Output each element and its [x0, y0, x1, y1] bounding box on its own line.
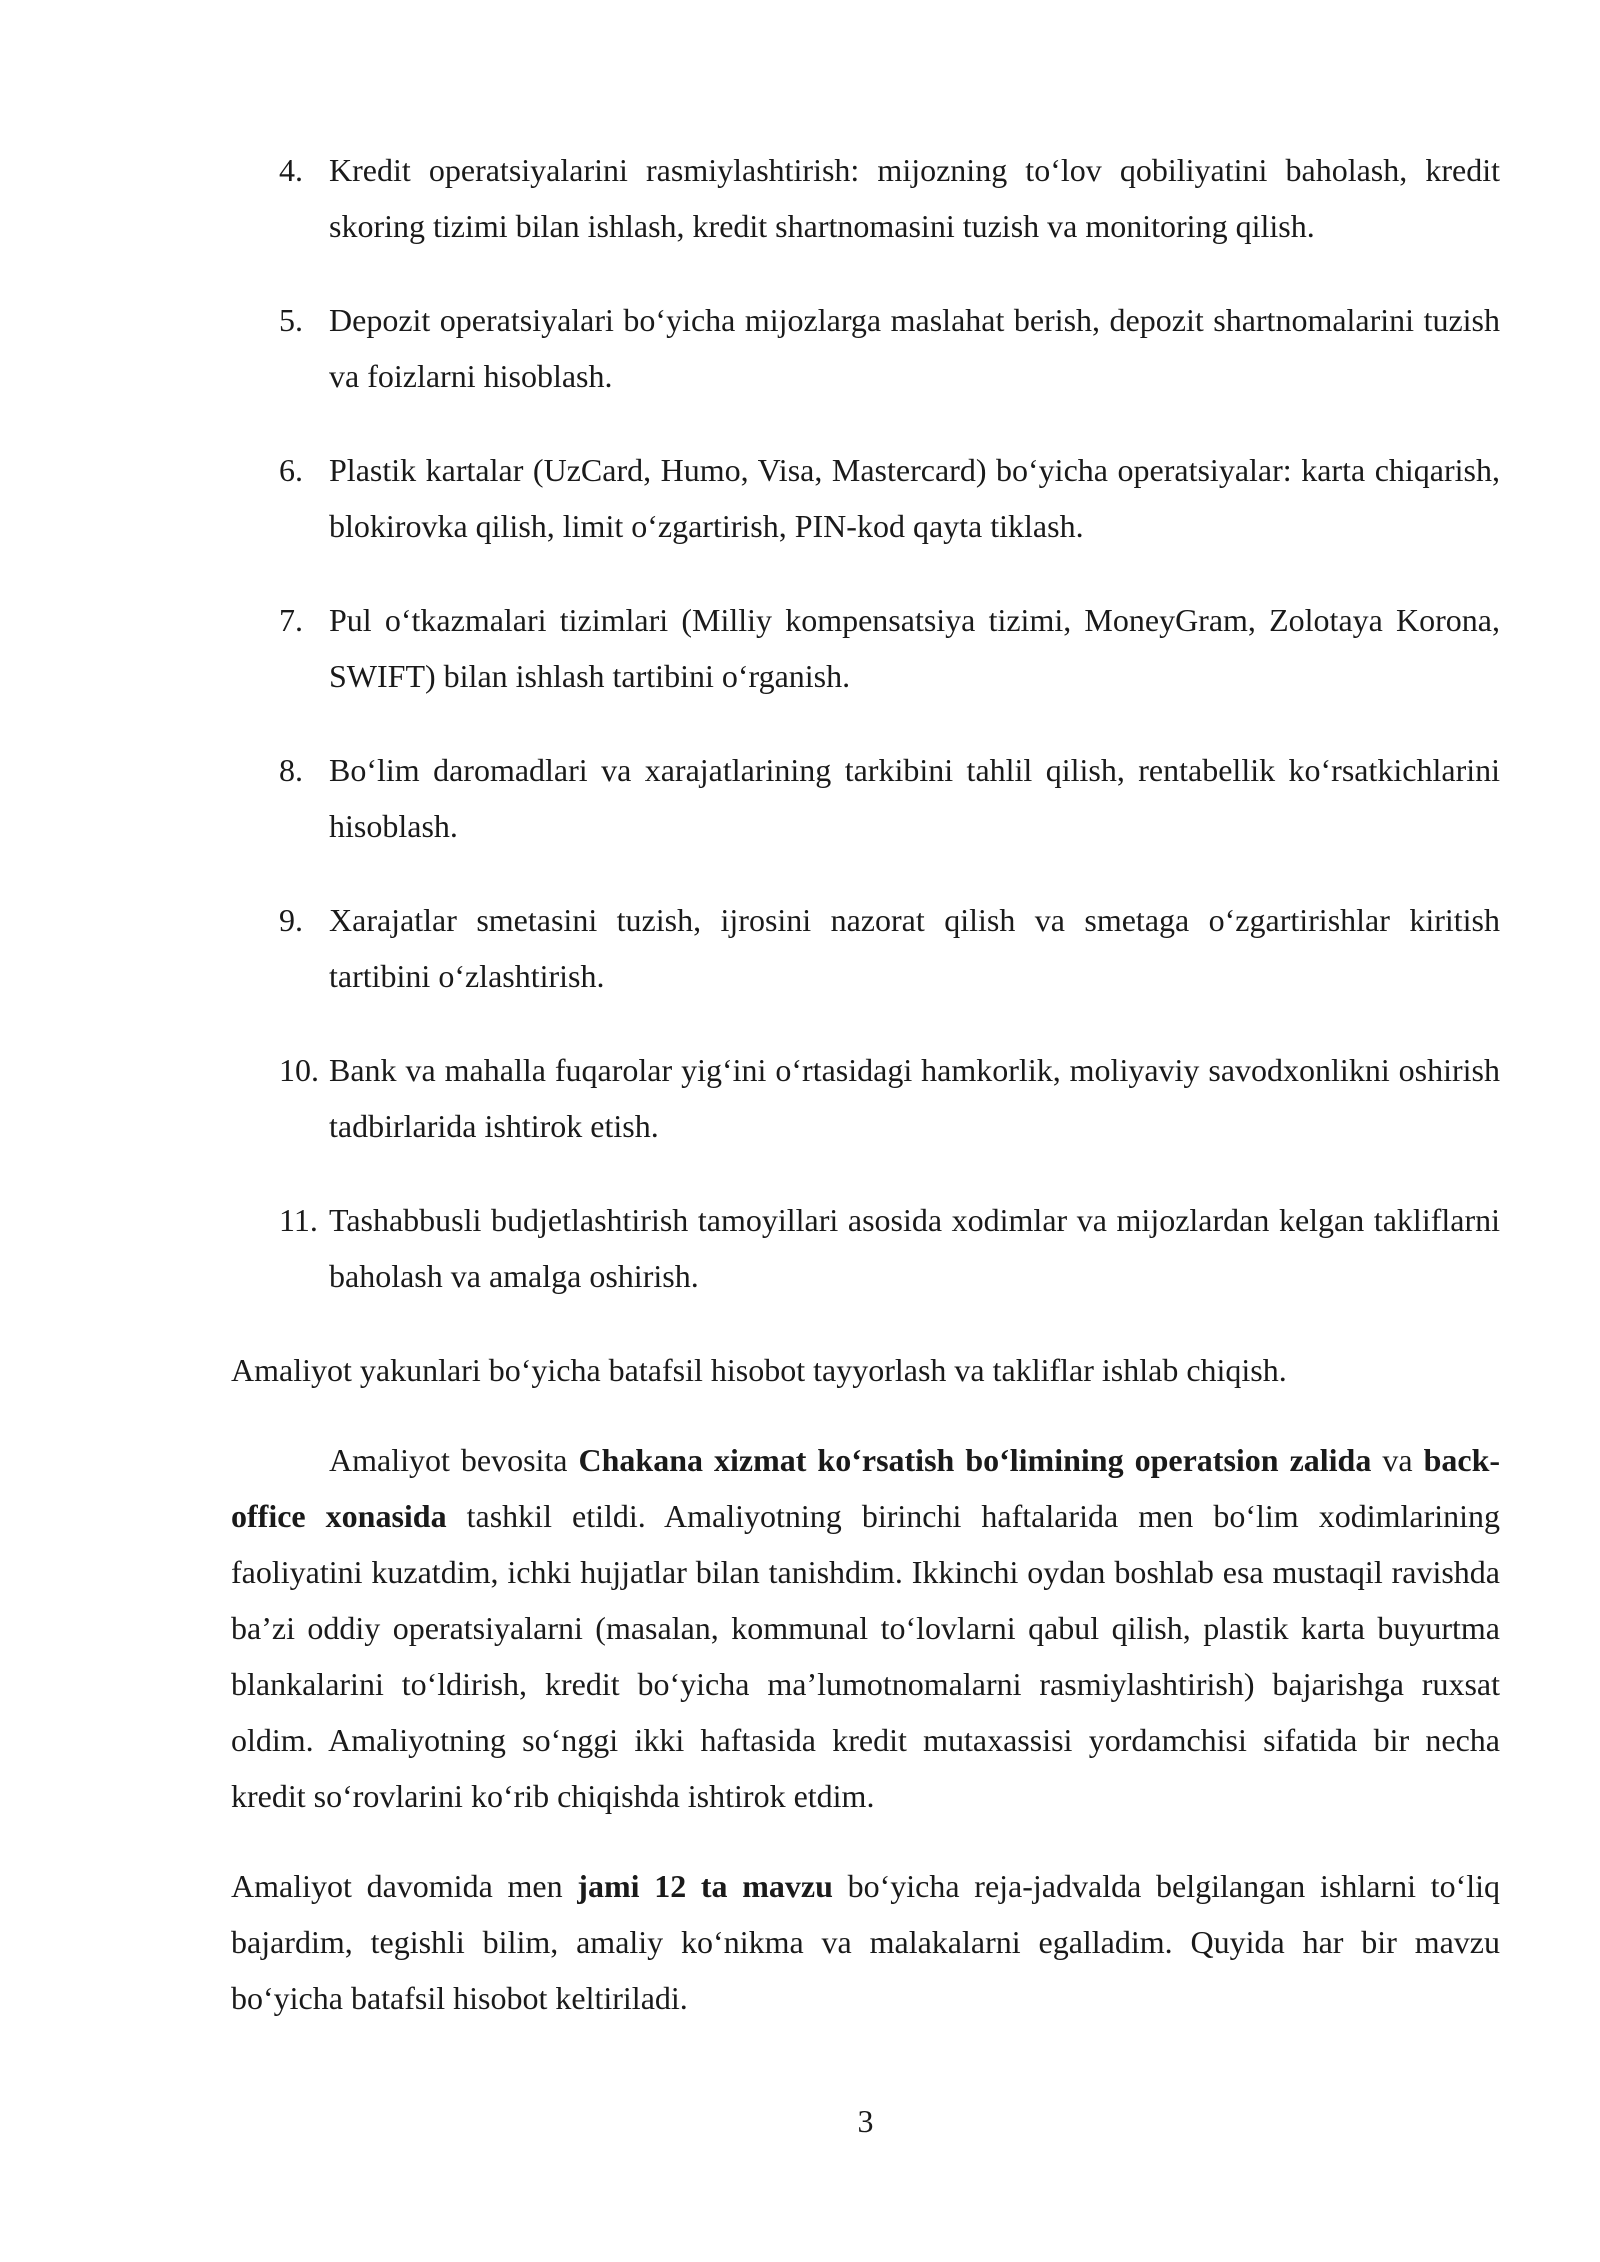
- text-segment: bo‘yicha reja-jadvalda belgilangan ishlarni to‘liq: [832, 1868, 1501, 1904]
- text-segment: faoliyatini kuzatdim, ichki hujjatlar bilan tanishdim. Ikkinchi oydan boshlab esa mustaqil ravishda: [231, 1554, 1500, 1590]
- text-line: SWIFT) bilan ishlash tartibini o‘rganish.: [329, 658, 851, 694]
- paragraph-practice-location: [231, 1432, 1500, 1824]
- text-line: Kredit operatsiyalarini rasmiylashtirish: mijozning to‘lov qobiliyatini baholash, kredit: [329, 152, 1500, 188]
- text-line: Xarajatlar smetasini tuzish, ijrosini nazorat qilish va smetaga o‘zgartirishlar kiritish: [329, 902, 1500, 938]
- text-segment: oldim. Amaliyotning so‘nggi ikki haftasida kredit mutaxassisi yordamchisi sifatida bir necha: [231, 1722, 1500, 1758]
- list-item: [231, 592, 1500, 704]
- text-line: blokirovka qilish, limit o‘zgartirish, PIN-kod qayta tiklash.: [329, 508, 1084, 544]
- text-line: [231, 1342, 1500, 1398]
- bold-text-segment: office xonasida: [231, 1498, 447, 1534]
- text-line: [231, 1858, 1500, 1914]
- text-line: baholash va amalga oshirish.: [329, 1258, 699, 1294]
- list-item: [231, 442, 1500, 554]
- text-segment: Amaliyot yakunlari bo‘yicha batafsil hisobot tayyorlash va takliflar ishlab chiqish.: [231, 1352, 1287, 1388]
- text-segment: kredit so‘rovlarini ko‘rib chiqishda ishtirok etdim.: [231, 1778, 875, 1814]
- page-content: [231, 142, 1500, 2026]
- text-segment: ba’zi oddiy operatsiyalarni (masalan, kommunal to‘lovlarni qabul qilish, plastik karta buyurtma: [231, 1610, 1500, 1646]
- page-number: 3: [857, 2103, 874, 2139]
- list-item-text: [329, 742, 1500, 854]
- list-item-text: [329, 292, 1500, 404]
- text-line: va foizlarni hisoblash.: [329, 358, 613, 394]
- text-segment: bajardim, tegishli bilim, amaliy ko‘nikma va malakalarni egalladim. Quyida har bir mavzu: [231, 1924, 1500, 1960]
- text-line: [231, 1600, 1500, 1656]
- list-item-text: [329, 892, 1500, 1004]
- text-line: tartibini o‘zlashtirish.: [329, 958, 605, 994]
- text-segment: va: [1371, 1442, 1424, 1478]
- list-item: [231, 142, 1500, 254]
- text-line: [231, 1488, 1500, 1544]
- list-item-text: [329, 442, 1500, 554]
- text-line: hisoblash.: [329, 808, 458, 844]
- text-line: Bank va mahalla fuqarolar yig‘ini o‘rtasidagi hamkorlik, moliyaviy savodxonlikni oshirish: [329, 1052, 1500, 1088]
- list-item: [231, 292, 1500, 404]
- text-segment: tashkil etildi. Amaliyotning birinchi haftalarida men bo‘lim xodimlarining: [446, 1498, 1501, 1534]
- text-line: tadbirlarida ishtirok etish.: [329, 1108, 659, 1144]
- list-item-number: 8.: [279, 752, 303, 788]
- text-line: Tashabbusli budjetlashtirish tamoyillari asosida xodimlar va mijozlardan kelgan takliflarni: [329, 1202, 1500, 1238]
- text-line: Bo‘lim daromadlari va xarajatlarining tarkibini tahlil qilish, rentabellik ko‘rsatkichlarini: [329, 752, 1500, 788]
- list-item: [231, 1042, 1500, 1154]
- list-item-number: 5.: [279, 302, 303, 338]
- text-line: Plastik kartalar (UzCard, Humo, Visa, Mastercard) bo‘yicha operatsiyalar: karta chiqarish,: [329, 452, 1500, 488]
- list-item-number: 10.: [279, 1052, 319, 1088]
- list-item-text: [329, 1042, 1500, 1154]
- list-item: [231, 1192, 1500, 1304]
- list-item-text: [329, 592, 1500, 704]
- bold-text-segment: Chakana xizmat ko‘rsatish bo‘limining operatsion zalida: [578, 1442, 1372, 1478]
- list-item-text: [329, 1192, 1500, 1304]
- text-line: [231, 1712, 1500, 1768]
- text-line: Pul o‘tkazmalari tizimlari (Milliy kompensatsiya tizimi, MoneyGram, Zolotaya Korona,: [329, 602, 1500, 638]
- list-item: [231, 742, 1500, 854]
- bold-text-segment: back-: [1423, 1442, 1501, 1478]
- list-item-text: [329, 142, 1500, 254]
- list-item-number: 7.: [279, 602, 303, 638]
- paragraph-topics-completed: [231, 1858, 1500, 2026]
- text-line: [231, 1656, 1500, 1712]
- text-segment: Amaliyot bevosita: [329, 1442, 579, 1478]
- list-item: [231, 892, 1500, 1004]
- text-line: Depozit operatsiyalari bo‘yicha mijozlarga maslahat berish, depozit shartnomalarini tuzish: [329, 302, 1500, 338]
- numbered-list: [231, 142, 1500, 1304]
- text-line: skoring tizimi bilan ishlash, kredit shartnomasini tuzish va monitoring qilish.: [329, 208, 1315, 244]
- list-item-number: 9.: [279, 902, 303, 938]
- bold-text-segment: jami 12 ta mavzu: [577, 1868, 833, 1904]
- list-item-number: 11.: [279, 1202, 318, 1238]
- paragraph-summary: [231, 1342, 1500, 1398]
- text-line: [231, 1914, 1500, 1970]
- text-line: [231, 1970, 1500, 2026]
- list-item-number: 4.: [279, 152, 303, 188]
- list-item-number: 6.: [279, 452, 303, 488]
- text-line: [231, 1544, 1500, 1600]
- text-line: [231, 1768, 1500, 1824]
- text-line: [231, 1432, 1500, 1488]
- text-segment: blankalarini to‘ldirish, kredit bo‘yicha ma’lumotnomalarni rasmiylashtirish) bajarishga ruxsat: [231, 1666, 1500, 1702]
- text-segment: bo‘yicha batafsil hisobot keltiriladi.: [231, 1980, 688, 2016]
- text-segment: Amaliyot davomida men: [231, 1868, 578, 1904]
